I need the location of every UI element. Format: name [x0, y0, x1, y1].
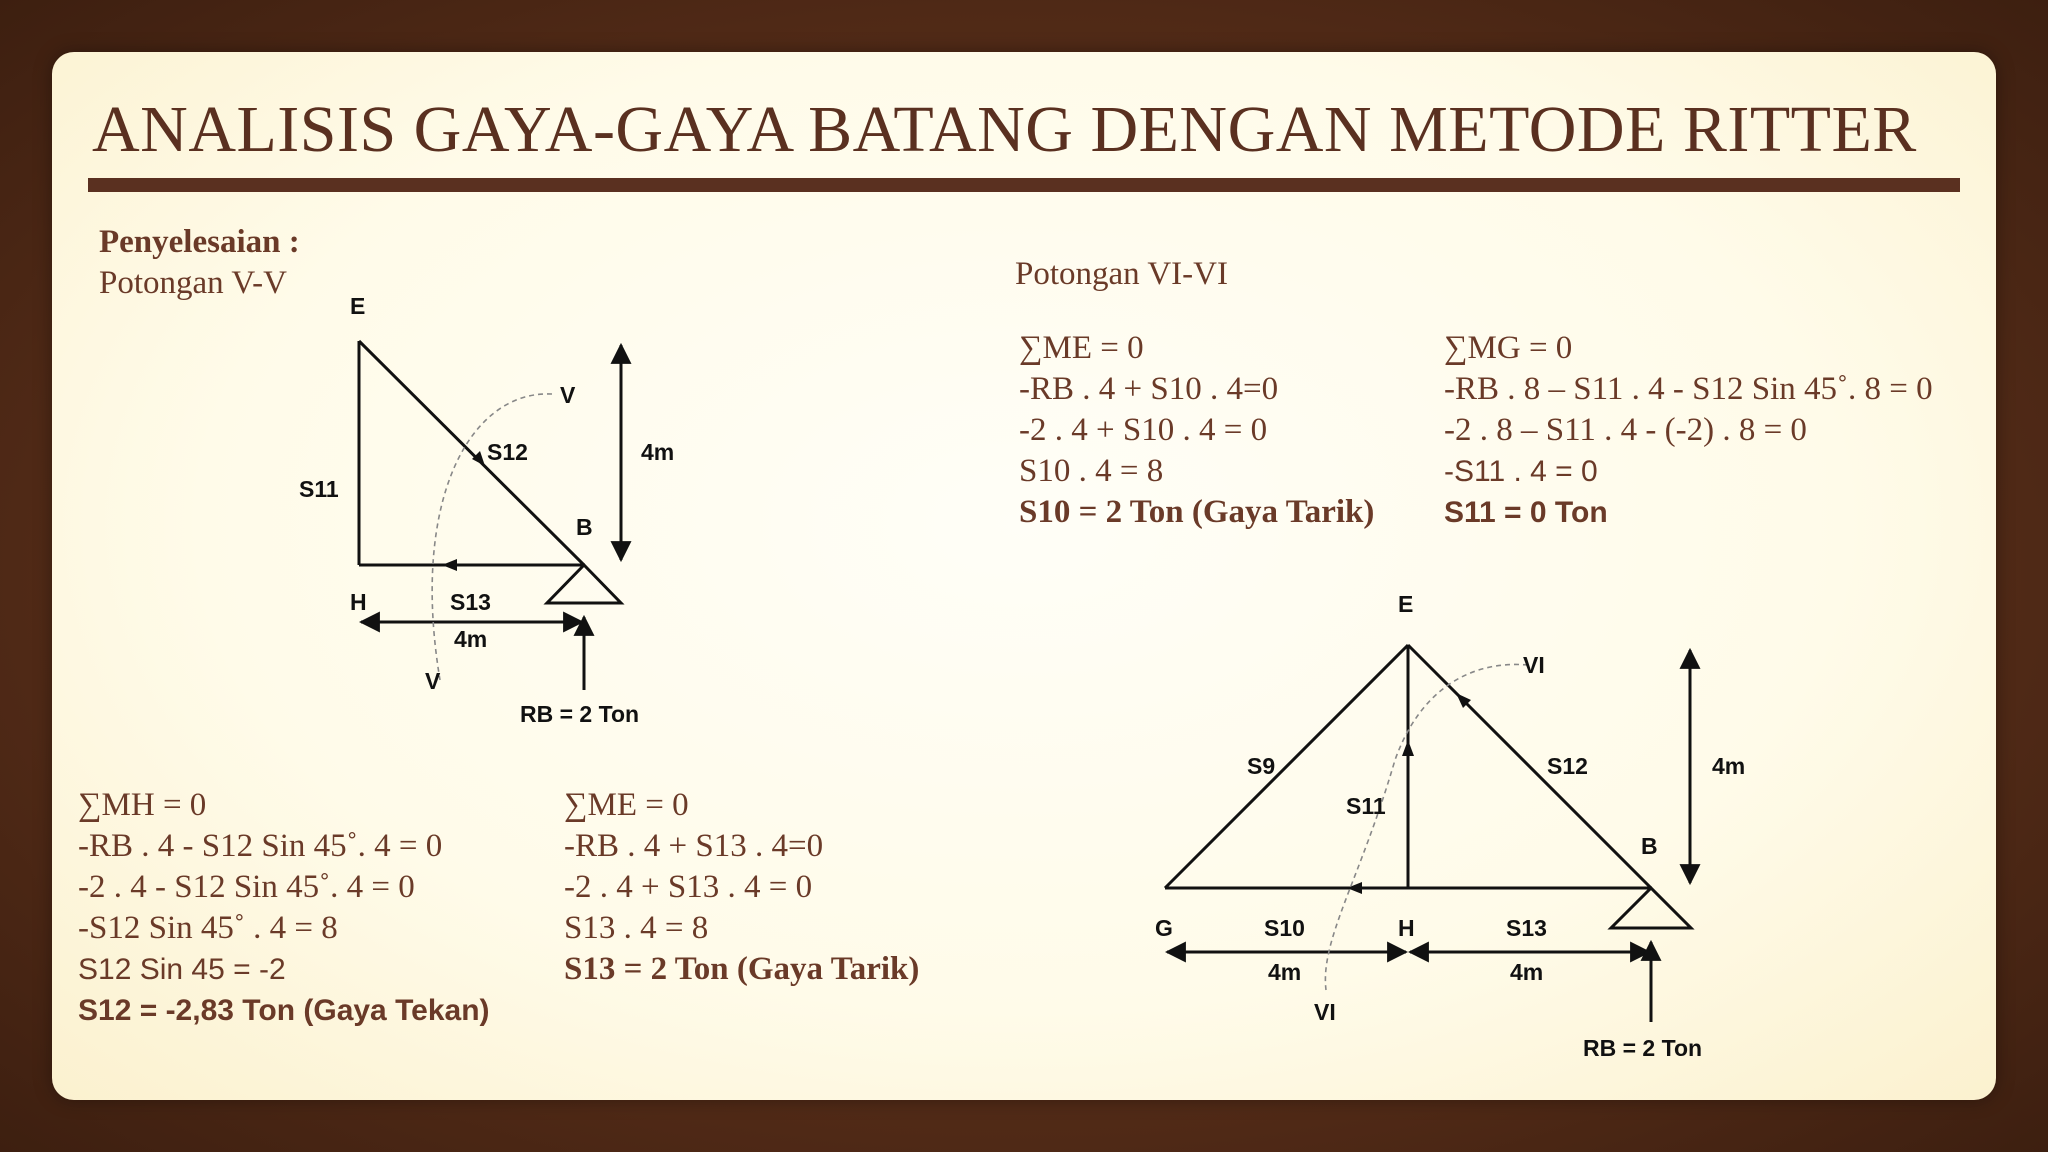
reaction-label-rb: RB = 2 Ton — [520, 701, 640, 727]
dimension-label-span-left: 4m — [1268, 959, 1302, 985]
node-label-b: B — [1641, 833, 1658, 859]
dimension-label-span-right: 4m — [1510, 959, 1544, 985]
node-label-g: G — [1155, 915, 1173, 941]
equation-line: ∑ME = 0 — [564, 787, 689, 823]
equation-line: S13 . 4 = 8 — [564, 910, 709, 946]
equation-line: ∑MH = 0 — [78, 787, 207, 823]
equation-line: S10 . 4 = 8 — [1019, 453, 1164, 489]
slide-title: ANALISIS GAYA-GAYA BATANG DENGAN METODE RITTER — [92, 93, 1917, 166]
member-label-s11: S11 — [299, 476, 339, 502]
equation-result: S10 = 2 Ton (Gaya Tarik) — [1019, 494, 1375, 530]
member-label-s13: S13 — [1506, 915, 1547, 941]
member-s12 — [359, 341, 584, 565]
solution-heading: Penyelesaian : — [99, 224, 300, 260]
equation-result: S11 = 0 Ton — [1444, 496, 1608, 529]
equation-line: -2 . 4 + S13 . 4 = 0 — [564, 869, 813, 905]
force-arrow-s13 — [442, 559, 457, 571]
cut-line-v — [432, 394, 552, 680]
dimension-label-height: 4m — [1712, 753, 1746, 779]
truss-diagram-cut-vi — [1155, 591, 1745, 1061]
equation-line: -RB . 4 + S13 . 4=0 — [564, 828, 824, 864]
support-b — [1611, 888, 1691, 928]
cut-line-vi — [1325, 664, 1528, 990]
equation-line: -S11 . 4 = 0 — [1444, 455, 1598, 488]
equation-line: -RB . 8 – S11 . 4 - S12 Sin 45˚. 8 = 0 — [1444, 371, 1933, 407]
equation-result: S12 = -2,83 Ton (Gaya Tekan) — [78, 994, 490, 1027]
member-label-s12: S12 — [487, 439, 528, 465]
cut-v-title: Potongan V-V — [99, 265, 287, 301]
node-label-e: E — [350, 293, 366, 319]
node-label-h: H — [350, 589, 367, 615]
cut-label-bottom: V — [425, 668, 441, 694]
cut-vi-title: Potongan VI-VI — [1015, 256, 1228, 292]
member-label-s9: S9 — [1247, 753, 1276, 779]
equation-line: -S12 Sin 45˚ . 4 = 8 — [78, 910, 338, 946]
equation-line: S12 Sin 45 = -2 — [78, 953, 286, 986]
force-arrow-s11 — [1402, 740, 1414, 756]
equation-result: S13 = 2 Ton (Gaya Tarik) — [564, 951, 920, 987]
member-label-s11: S11 — [1346, 793, 1386, 819]
equation-line: -RB . 4 - S12 Sin 45˚. 4 = 0 — [78, 828, 443, 864]
member-s12 — [1408, 645, 1651, 888]
dimension-label-height: 4m — [641, 439, 675, 465]
dimension-label-span: 4m — [454, 626, 488, 652]
force-arrow-s12 — [472, 451, 485, 466]
node-label-h: H — [1398, 915, 1415, 941]
equation-line: ∑ME = 0 — [1019, 330, 1144, 366]
cut-label-bottom: VI — [1314, 999, 1336, 1025]
equation-line: -2 . 4 - S12 Sin 45˚. 4 = 0 — [78, 869, 415, 905]
cut-label-top: VI — [1523, 652, 1545, 678]
member-label-s10: S10 — [1264, 915, 1305, 941]
cut-label-top: V — [560, 382, 576, 408]
member-s9 — [1165, 645, 1408, 888]
equation-line: -2 . 8 – S11 . 4 - (-2) . 8 = 0 — [1444, 412, 1807, 448]
node-label-e: E — [1398, 591, 1414, 617]
truss-diagram-cut-v — [299, 293, 674, 727]
member-label-s12: S12 — [1547, 753, 1588, 779]
equation-line: -RB . 4 + S10 . 4=0 — [1019, 371, 1279, 407]
equation-line: ∑MG = 0 — [1444, 330, 1573, 366]
node-label-b: B — [576, 514, 593, 540]
reaction-label-rb: RB = 2 Ton — [1583, 1035, 1703, 1061]
support-b — [547, 565, 621, 603]
equation-line: -2 . 4 + S10 . 4 = 0 — [1019, 412, 1268, 448]
member-label-s13: S13 — [450, 589, 491, 615]
